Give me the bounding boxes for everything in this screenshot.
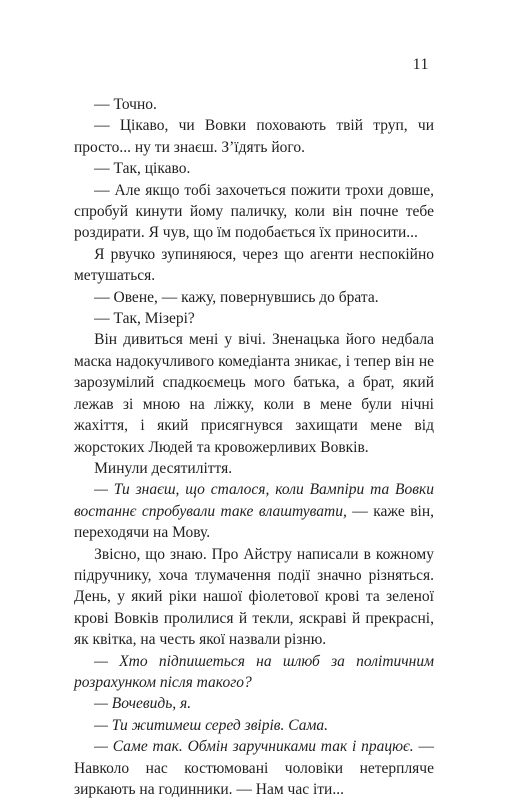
- paragraph: [74, 479, 434, 543]
- text-run: Минули десятиліття.: [94, 459, 233, 477]
- italic-run: — Ти знаєш, що сталося, коли Вампіри та Вовки востаннє спробували таке влаштувати,: [74, 481, 434, 520]
- text-run: — Так, цікаво.: [94, 160, 191, 178]
- text-run: — Але якщо тобі захочеться пожити трохи довше, спробуй кинути йому паличку, коли він почне тебе роздирати. Я чув, що їм подобається їх приносити...: [74, 181, 434, 242]
- text-run: Він дивиться мені у вічі. Зненацька його недбала маска надокучливого комедіанта зникає, і тепер він не зарозумілий спадкоємець мого батька, а брат, який лежав зі мною на ліжку, коли в мене були нічні жахіття, і який присягнувся захищати мене від жорстоких Людей та кровожерливих Вовків.: [74, 331, 434, 456]
- text-run: — Овене, — кажу, повернувшись до брата.: [94, 288, 379, 306]
- paragraph: [74, 94, 434, 115]
- page-number: 11: [412, 56, 429, 73]
- italic-run: — Вочевидь, я.: [94, 695, 192, 713]
- text-run: — Точно.: [94, 96, 157, 113]
- paragraph: [74, 180, 434, 244]
- body-text: [74, 94, 434, 800]
- paragraph: [74, 693, 434, 714]
- italic-run: — Хто підпишеться на шлюб за політичним розрахунком після такого?: [74, 652, 434, 691]
- italic-run: — Саме так. Обмін заручниками так і працює.: [94, 738, 414, 756]
- paragraph: [74, 736, 434, 800]
- text-run: Я рвучко зупиняюся, через що агенти неспокійно метушаться.: [74, 245, 434, 285]
- text-run: — Так, Мізері?: [94, 310, 195, 328]
- paragraph: [74, 158, 434, 179]
- text-run: — каже він, переходячи на Мову.: [74, 502, 434, 542]
- paragraph: [74, 287, 434, 308]
- paragraph: [74, 715, 434, 736]
- paragraph: [74, 308, 434, 329]
- paragraph: [74, 458, 434, 479]
- text-run: Звісно, що знаю. Про Айстру написали в кожному підручнику, хоча тлумачення події значно різняться. День, у який ріки нашої фіолетової крові та зеленої крові Вовків пролилися й текли, яскраві й прекрасні, як квітка, на честь якої назвали різню.: [74, 545, 434, 649]
- text-run: — Цікаво, чи Вовки поховають твій труп, чи просто... ну ти знаєш. З’їдять його.: [74, 117, 434, 156]
- text-run: — Навколо нас костюмовані чоловіки нетерпляче зиркають на годинники. — Нам час іти...: [74, 738, 434, 798]
- paragraph: [74, 244, 434, 287]
- paragraph: [74, 651, 434, 694]
- paragraph: [74, 329, 434, 457]
- paragraph: [74, 544, 434, 651]
- italic-run: — Ти житимеш серед звірів. Сама.: [94, 716, 328, 734]
- paragraph: [74, 115, 434, 158]
